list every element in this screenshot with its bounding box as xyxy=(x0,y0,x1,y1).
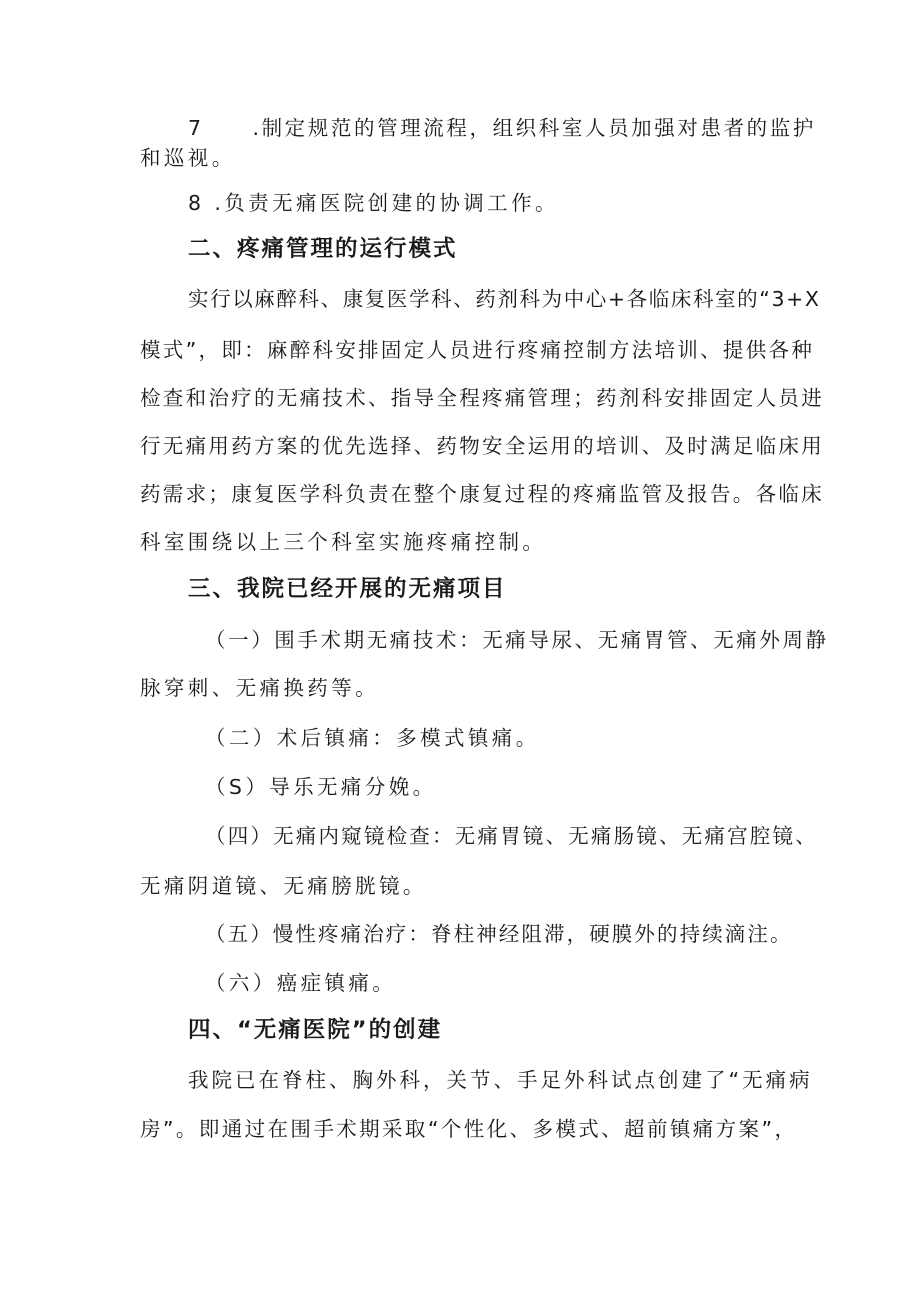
project-item-6: （六）癌症镇痛。 xyxy=(205,971,397,995)
duty-item-7 xyxy=(188,118,838,139)
section-4-paragraph-line: 我院已在脊柱、胸外科，关节、手足外科试点创建了“无痛病 xyxy=(188,1068,813,1092)
project-item-4-continuation: 无痛阴道镜、无痛膀胱镜。 xyxy=(140,874,427,898)
section-2-paragraph-line: 模式”，即：麻醉科安排固定人员进行疼痛控制方法培训、提供各种 xyxy=(140,338,815,362)
duty-item-7-number: 7 xyxy=(188,116,205,140)
duty-item-7-text: .制定规范的管理流程，组织科室人员加强对患者的监护 xyxy=(252,116,816,140)
duty-item-8: 8 .负责无痛医院创建的协调工作。 xyxy=(188,191,559,215)
section-2-paragraph-line: 实行以麻醉科、康复医学科、药剂科为中心+各临床科室的“3+X xyxy=(188,287,821,311)
project-item-4: （四）无痛内窥镜检查：无痛胃镜、无痛肠镜、无痛宫腔镜、 xyxy=(205,824,818,848)
project-item-2: （二）术后镇痛：多模式镇痛。 xyxy=(205,726,540,750)
section-heading-2: 二、疼痛管理的运行模式 xyxy=(188,236,458,262)
section-heading-3: 三、我院已经开展的无痛项目 xyxy=(188,576,507,602)
section-2-paragraph-line: 科室围绕以上三个科室实施疼痛控制。 xyxy=(140,530,547,554)
section-4-paragraph-line: 房”。即通过在围手术期采取“个性化、多模式、超前镇痛方案”， xyxy=(140,1117,798,1141)
section-2-paragraph-line: 检查和治疗的无痛技术、指导全程疼痛管理；药剂科安排固定人员进 xyxy=(140,386,824,410)
project-item-3: （S）导乐无痛分娩。 xyxy=(205,775,437,799)
section-2-paragraph-line: 药需求；康复医学科负责在整个康复过程的疼痛监管及报告。各临床 xyxy=(140,482,824,506)
section-heading-4: 四、“无痛医院”的创建 xyxy=(188,1017,443,1043)
project-item-1-continuation: 脉穿刺、无痛换药等。 xyxy=(140,676,379,700)
project-item-1: （一）围手术期无痛技术：无痛导尿、无痛胃管、无痛外周静 xyxy=(205,628,829,652)
project-item-5: （五）慢性疼痛治疗：脊柱神经阻滞，硬膜外的持续滴注。 xyxy=(205,922,793,946)
section-2-paragraph-line: 行无痛用药方案的优先选择、药物安全运用的培训、及时满足临床用 xyxy=(140,434,824,458)
duty-item-7-continuation: 和巡视。 xyxy=(140,146,236,170)
